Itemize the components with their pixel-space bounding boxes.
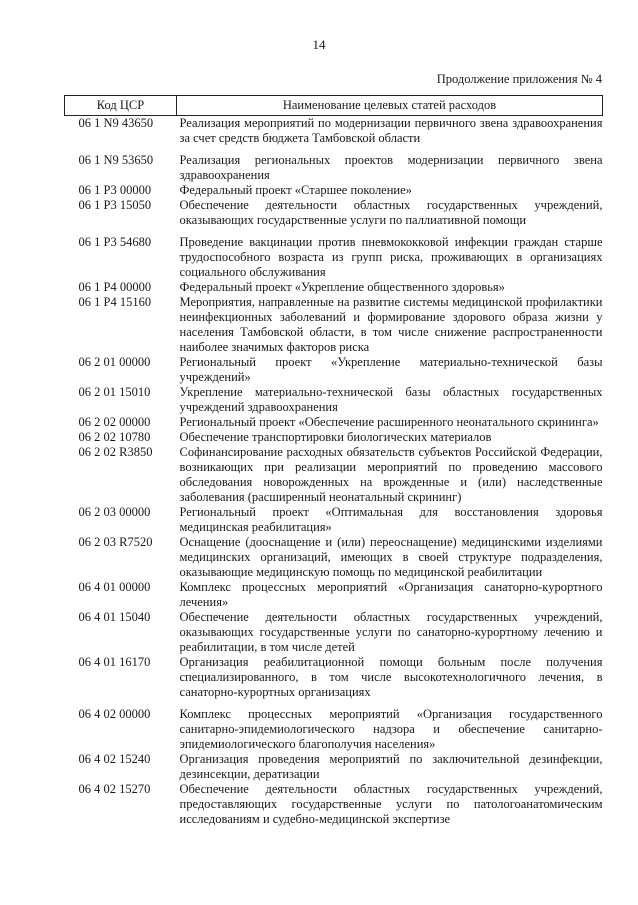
table-row: [65, 655, 603, 707]
row-name: Реализация мероприятий по модернизации первичного звена здравоохранения за счет средств бюджета Тамбовской области: [179, 116, 603, 145]
table-row: [65, 505, 603, 535]
row-name: Региональный проект «Обеспечение расширенного неонатального скрининга»: [179, 415, 599, 429]
row-code: 06 1 P3 00000: [78, 183, 152, 197]
table-row: [65, 153, 603, 183]
row-code: 06 1 P3 15050: [78, 198, 152, 212]
table-row: [65, 295, 603, 355]
table-row: [65, 430, 603, 445]
table-row: [65, 445, 603, 505]
row-code: 06 2 02 00000: [78, 415, 151, 429]
page-number: 14: [312, 37, 326, 52]
table-body: [65, 116, 603, 828]
table-row: [65, 280, 603, 295]
table-row: [65, 707, 603, 752]
row-code: 06 2 01 15010: [78, 385, 151, 399]
row-code: 06 4 01 15040: [78, 610, 151, 624]
row-name: Комплекс процессных мероприятий «Организация санаторно-курортного лечения»: [179, 580, 603, 609]
table-row: [65, 116, 603, 154]
table-header-row: [65, 96, 603, 116]
appendix-continuation-label: Продолжение приложения № 4: [436, 72, 602, 86]
table-row: [65, 580, 603, 610]
row-name: Обеспечение деятельности областных государственных учреждений, оказывающих государственные услуги по паллиативной помощи: [179, 198, 603, 227]
row-code: 06 2 02 R3850: [78, 445, 153, 459]
table-row: [65, 782, 603, 827]
row-code: 06 4 02 15240: [78, 752, 151, 766]
row-name: Проведение вакцинации против пневмококковой инфекции граждан старше трудоспособного возраста из групп риска, проживающих в организациях социального обслуживания: [179, 235, 603, 279]
row-code: 06 2 03 00000: [78, 505, 151, 519]
row-code: 06 2 01 00000: [78, 355, 151, 369]
row-code: 06 2 03 R7520: [78, 535, 153, 549]
row-code: 06 1 P4 15160: [78, 295, 152, 309]
row-code: 06 4 01 00000: [78, 580, 151, 594]
table-row: [65, 415, 603, 430]
table-row: [65, 385, 603, 415]
row-code: 06 1 P4 00000: [78, 280, 152, 294]
row-name: Региональный проект «Оптимальная для восстановления здоровья медицинская реабилитация»: [179, 505, 603, 534]
row-name: Федеральный проект «Старшее поколение»: [179, 183, 412, 197]
row-code: 06 4 01 16170: [78, 655, 151, 669]
row-name: Оснащение (дооснащение и (или) переоснащение) медицинскими изделиями медицинских организаций, имеющих в своей структуре подразделения, оказывающие медицинскую помощь по медицинской реабилитации: [179, 535, 603, 579]
table-row: [65, 610, 603, 655]
target-expense-table: [64, 95, 603, 827]
row-name: Организация проведения мероприятий по заключительной дезинфекции, дезинсекции, дератизации: [179, 752, 603, 781]
table-row: [65, 355, 603, 385]
row-code: 06 1 N9 53650: [78, 153, 154, 167]
table-row: [65, 535, 603, 580]
row-name: Обеспечение деятельности областных государственных учреждений, оказывающих государственные услуги по санаторно-курортному лечению и реабилитации, в том числе детей: [179, 610, 603, 654]
row-code: 06 4 02 00000: [78, 707, 151, 721]
table-row: [65, 183, 603, 198]
row-code: 06 1 P3 54680: [78, 235, 152, 249]
row-code: 06 1 N9 43650: [78, 116, 154, 130]
row-name: Федеральный проект «Укрепление общественного здоровья»: [179, 280, 505, 294]
row-name: Организация реабилитационной помощи больным после получения специализированного, в том числе высокотехнологичного лечения, в санаторно-курортных организациях: [179, 655, 603, 699]
row-name: Реализация региональных проектов модернизации первичного звена здравоохранения: [179, 153, 603, 182]
column-header-code: Код ЦСР: [65, 96, 177, 116]
row-name: Обеспечение транспортировки биологических материалов: [179, 430, 492, 444]
table-row: [65, 198, 603, 235]
column-header-name: Наименование целевых статей расходов: [177, 96, 603, 116]
row-name: Мероприятия, направленные на развитие системы медицинской профилактики неинфекционных заболеваний и формирование здорового образа жизни у населения Тамбовской области, в том числе снижение распространенности наиболее значимых факторов риска: [179, 295, 603, 354]
table-row: [65, 752, 603, 782]
row-name: Софинансирование расходных обязательств субъектов Российской Федерации, возникающих при реализации мероприятий по проведению массового обследования новорожденных на врожденные и (или) наследственные заболевания (расширенный неонатальный скрининг): [179, 445, 603, 504]
row-code: 06 2 02 10780: [78, 430, 151, 444]
row-name: Укрепление материально-технической базы областных государственных учреждений здравоохранения: [179, 385, 603, 414]
table-row: [65, 235, 603, 280]
row-code: 06 4 02 15270: [78, 782, 151, 796]
row-name: Региональный проект «Укрепление материально-технической базы учреждений»: [179, 355, 603, 384]
row-name: Комплекс процессных мероприятий «Организация государственного санитарно-эпидемиологического надзора и обеспечение санитарно-эпидемиологического благополучия населения»: [179, 707, 603, 751]
row-name: Обеспечение деятельности областных государственных учреждений, предоставляющих государственные услуги по патологоанатомическим исследованиям и судебно-медицинской экспертизе: [179, 782, 603, 826]
